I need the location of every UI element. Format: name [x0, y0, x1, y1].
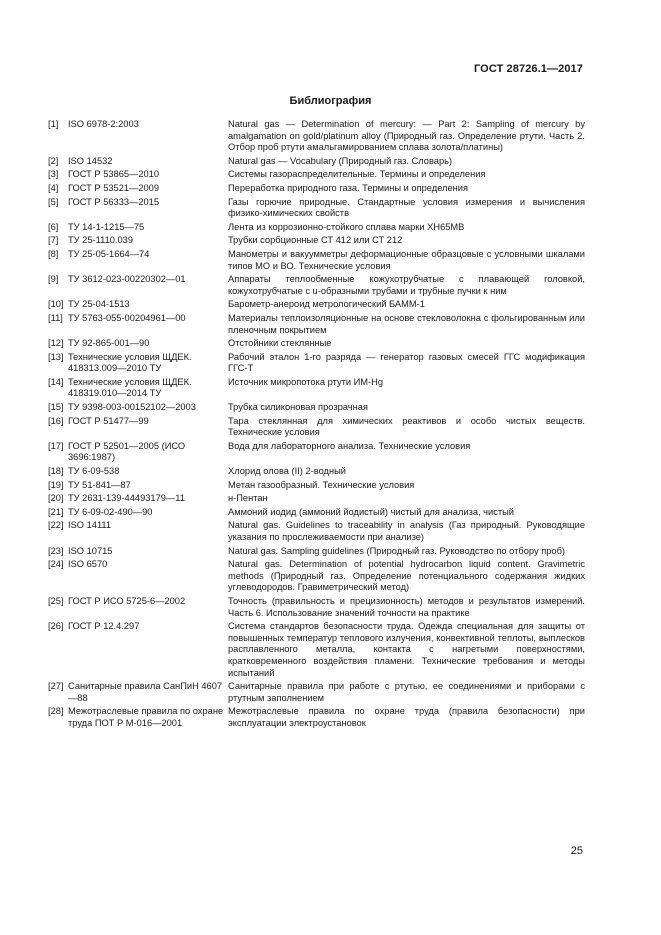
- bibliography-entry: [48, 681, 585, 704]
- entry-number: [10]: [48, 299, 64, 310]
- entry-number: [25]: [48, 595, 64, 606]
- entry-number: [15]: [48, 402, 64, 413]
- entry-description: Natural gas. Determination of potential hydrocarbon liquid content. Gravimetric methods (Природный газ. Определение потенциального содержания жидких углеводородов. Гравиметрический метод): [228, 559, 585, 593]
- entry-description: Лента из коррозионно-стойкого сплава марки ХН65МВ: [228, 221, 465, 232]
- entry-reference: ТУ 14-1-1215—75: [68, 221, 145, 232]
- bibliography-entry: [48, 352, 585, 375]
- entry-reference: ГОСТ Р 53521—2009: [68, 182, 160, 193]
- entry-description: Метан газообразный. Технические условия: [228, 479, 415, 490]
- entry-reference: ГОСТ Р 52501—2005 (ИСО 3696:1987): [68, 440, 186, 463]
- entry-number: [26]: [48, 621, 64, 632]
- entry-reference: Санитарные правила СанПиН 4607—88: [68, 681, 223, 703]
- entry-number: [28]: [48, 706, 64, 717]
- document-code: ГОСТ 28726.1—2017: [473, 63, 583, 75]
- entry-reference: ТУ 25-1110.039: [68, 235, 134, 246]
- entry-number: [6]: [48, 221, 59, 232]
- entry-description: Трубка силиконовая прозрачная: [228, 402, 368, 413]
- bibliography-entry: [48, 299, 585, 311]
- bibliography-entry: [48, 183, 585, 195]
- entry-reference: ISO 14111: [68, 520, 112, 531]
- entry-description: Natural gas. Guidelines to traceability in analysis (Газ природный. Руководящие указания по прослеживаемости при анализе): [228, 520, 585, 542]
- page-title: Библиография: [289, 95, 372, 107]
- entry-description: Natural gas — Vocabulary (Природный газ. Словарь): [228, 155, 453, 166]
- entry-description: Аппараты теплообменные кожухотрубчатые с плавающей головкой, кожухотрубчатые с u-образными трубами и трубные пучки к ним: [228, 274, 585, 296]
- entry-number: [17]: [48, 440, 64, 451]
- page-number: 25: [570, 845, 583, 857]
- entry-reference: Технические условия ЩДЕК. 418319.010—2014 ТУ: [68, 376, 192, 399]
- entry-number: [27]: [48, 681, 64, 692]
- entry-reference: ГОСТ Р 12.4.297: [68, 621, 140, 632]
- bibliography-entry: [48, 493, 585, 505]
- entry-reference: ISO 6978-2:2003: [68, 119, 139, 129]
- entry-description: Трубки сорбционные СТ 412 или СТ 212: [228, 235, 403, 246]
- entry-reference: ГОСТ Р 51477—99: [68, 415, 149, 426]
- entry-number: [8]: [48, 248, 59, 259]
- entry-reference: ТУ 51-841—87: [68, 479, 131, 490]
- entry-number: [19]: [48, 479, 64, 490]
- entry-number: [5]: [48, 196, 59, 207]
- entry-reference: ТУ 5763-055-00204961—00: [68, 312, 186, 323]
- entry-number: [24]: [48, 559, 64, 570]
- bibliography-entry: [48, 119, 585, 154]
- bibliography-entry: [48, 402, 585, 414]
- bibliography-entry: [48, 559, 585, 594]
- bibliography-entry: [48, 596, 585, 619]
- entry-description: Система стандартов безопасности труда. Одежда специальная для защиты от повышенных температур теплового излучения, конвективной теплоты, выплесков расплавленного металла, контакта с нагретыми поверхностями, кратковременного воздействия пламени. Технические требования и методы испытаний: [228, 621, 585, 678]
- entry-description: Тара стеклянная для химических реактивов и особо чистых веществ. Технические условия: [228, 415, 585, 438]
- entry-number: [20]: [48, 493, 64, 504]
- entry-reference: ТУ 2631-139-44493179—11: [68, 493, 185, 504]
- entry-description: Хлорид олова (II) 2-водный: [228, 466, 346, 477]
- bibliography-entry: [48, 197, 585, 220]
- entry-number: [3]: [48, 169, 59, 180]
- entry-reference: ГОСТ Р 56333—2015: [68, 196, 160, 207]
- entry-description: Переработка природного газа. Термины и определения: [228, 182, 469, 193]
- entry-reference: ISO 10715: [68, 545, 113, 556]
- bibliography-entry: [48, 416, 585, 439]
- bibliography-entry: [48, 235, 585, 247]
- entry-description: Манометры и вакуумметры деформационные образцовые с условными шкалами типов МО и ВО. Технические условия: [228, 248, 585, 271]
- entry-reference: Технические условия ЩДЕК. 418313.009—2010 ТУ: [68, 351, 192, 374]
- entry-number: [2]: [48, 155, 59, 166]
- bibliography-entry: [48, 274, 585, 297]
- entry-description: Материалы теплоизоляционные на основе стекловолокна с фольгированным или пленочным покрытием: [228, 312, 585, 335]
- entry-reference: ГОСТ Р 53865—2010: [68, 169, 160, 180]
- entry-number: [14]: [48, 376, 64, 387]
- entry-reference: ТУ 3612-023-00220302—01: [68, 274, 186, 285]
- bibliography-entry: [48, 706, 585, 729]
- entry-number: [9]: [48, 274, 59, 285]
- entry-number: [7]: [48, 235, 59, 246]
- entry-description: Отстойники стеклянные: [228, 338, 332, 349]
- entry-number: [21]: [48, 506, 64, 517]
- entry-number: [1]: [48, 119, 59, 129]
- bibliography-entry: [48, 222, 585, 234]
- bibliography-entry: [48, 338, 585, 350]
- entry-description: Системы газораспределительные. Термины и определения: [228, 169, 486, 180]
- entry-description: Рабочий эталон 1-го разряда — генератор газовых смесей ГГС модификация ГГС-Т: [228, 351, 585, 374]
- entry-description: Источник микропотока ртути ИМ-Hg: [228, 376, 384, 387]
- entry-reference: ТУ 9398-003-00152102—2003: [68, 402, 196, 413]
- entry-description: Аммоний иодид (аммоний йодистый) чистый для анализа, чистый: [228, 506, 514, 517]
- entry-number: [16]: [48, 415, 64, 426]
- entry-number: [13]: [48, 351, 64, 362]
- entry-description: Natural gas. Sampling guidelines (Природный газ. Руководство по отбору проб): [228, 545, 565, 556]
- entry-description: Барометр-анероид метрологический БАММ-1: [228, 299, 425, 310]
- entry-description: Газы горючие природные. Стандартные условия измерения и вычисления физико-химических свойств: [228, 196, 585, 219]
- entry-description: Санитарные правила при работе с ртутью, ее соединениями и приборами с ртутным заполнением: [228, 681, 585, 703]
- entry-number: [18]: [48, 466, 64, 477]
- bibliography-entry: [48, 466, 585, 478]
- entry-description: н-Пентан: [228, 493, 268, 504]
- bibliography-entry: [48, 621, 585, 679]
- bibliography-entry: [48, 520, 585, 543]
- bibliography-entry: [48, 249, 585, 272]
- entry-reference: ТУ 25-05-1664—74: [68, 248, 150, 259]
- entry-description: Межотраслевые правила по охране труда (правила безопасности) при эксплуатации электроустановок: [228, 706, 585, 728]
- entry-description: Natural gas — Determination of mercury: — Part 2: Sampling of mercury by amalgamation on gold/platinum alloy (Природный газ. Определение ртути. Часть 2. Отбор проб ртути амальгамированием сплава золота/платины): [228, 119, 585, 153]
- entry-number: [12]: [48, 338, 64, 349]
- bibliography-entry: [48, 507, 585, 519]
- bibliography-entry: [48, 169, 585, 181]
- entry-number: [22]: [48, 520, 64, 531]
- entry-number: [23]: [48, 545, 64, 556]
- bibliography-entry: [48, 156, 585, 168]
- entry-reference: ТУ 92-865-001—90: [68, 338, 150, 349]
- entry-reference: Межотраслевые правила по охране труда ПОТ Р М-016—2001: [68, 706, 224, 728]
- bibliography-entry: [48, 377, 585, 400]
- bibliography-entry: [48, 546, 585, 558]
- entry-reference: ТУ 25-04-1513: [68, 299, 130, 310]
- bibliography-list: [48, 119, 585, 732]
- bibliography-entry: [48, 441, 585, 464]
- entry-reference: ISO 6570: [68, 559, 108, 570]
- entry-number: [11]: [48, 312, 63, 323]
- entry-number: [4]: [48, 182, 59, 193]
- bibliography-entry: [48, 313, 585, 336]
- entry-description: Точность (правильность и прецизионность) методов и результатов измерений. Часть 6. Использование значений точности на практике: [228, 595, 585, 618]
- entry-reference: ТУ 6-09-02-490—90: [68, 506, 153, 517]
- bibliography-entry: [48, 480, 585, 492]
- entry-reference: ГОСТ Р ИСО 5725-6—2002: [68, 595, 186, 606]
- entry-reference: ТУ 6-09-538: [68, 466, 120, 477]
- entry-reference: ISO 14532: [68, 155, 113, 166]
- entry-description: Вода для лабораторного анализа. Технические условия: [228, 440, 471, 451]
